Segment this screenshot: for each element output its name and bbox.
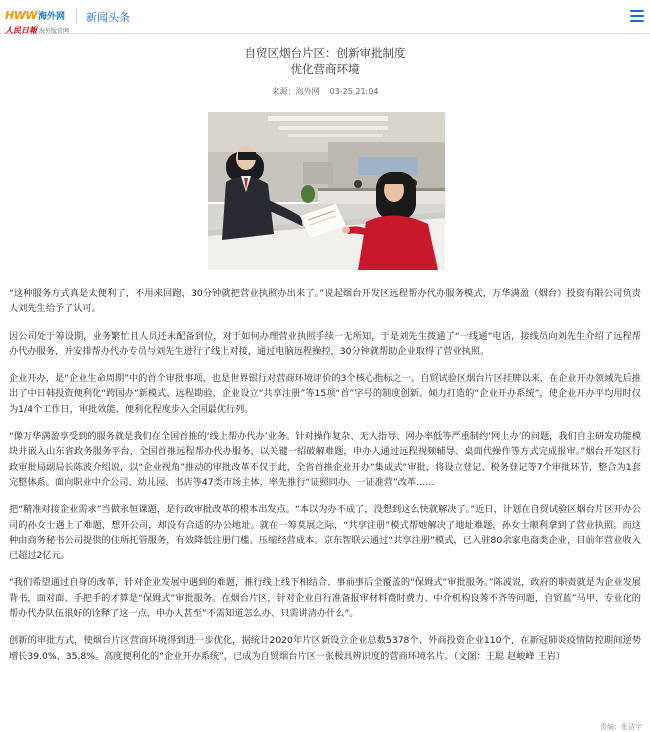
logo-rmrb-text: 人民日報 <box>5 25 37 35</box>
article-paragraph: 创新的审批方式，使烟台片区营商环境得到进一步优化，据统计2020年片区新设立企业总数5378个、外商投资企业110个，在新冠肺炎疫情防控期间逆势增长39.0%、35.8%。高度便利化的“企业开办系统”，已成为自贸烟台片区一张极具辨识度的营商环境名片。（文图：王聪 赵峻峰 王岩） <box>9 635 641 662</box>
menu-icon-bar <box>630 15 644 17</box>
article-title-line2: 优化营商环境 <box>290 62 360 76</box>
menu-icon-bar <box>630 20 644 22</box>
article-source: 来源：海外网 <box>271 87 320 96</box>
section-title[interactable]: 新闻头条 <box>86 11 130 24</box>
logo-cn-text: 海外网 <box>37 12 65 22</box>
menu-icon[interactable] <box>630 10 644 22</box>
article-paragraph: “像万华满盈享受到的服务就是我们在全国首推的‘线上帮办代办’业务。针对操作复杂、无人指导、网办率低等严重制约‘网上办’的问题，我们自主研发功能模块并嵌入山东省政务服务平台，全国首推远程帮办代办服务，以关键一招破解难题，申办人通过远程视频辅导、桌面代操作等方式完成报审。”烟台开发区行政审批局副局长陈波介绍说，以“企业视角”推动的审批改革不仅于此，全省首推企业开办“集成式”审批，将设立登记、税务登记等7个审批环节，整合为1套完整体系。面向职业中介公司、幼儿园、书店等47类市场主体，率先推行“证照同办、一证准营”改革…… <box>9 431 642 488</box>
article-body <box>9 286 641 676</box>
article-paragraph: 把“精准对接企业需求”当做永恒课题，是行政审批改革的根本出发点。“本以为办不成了，没想到这么快就解决了。”近日，计划在自贸试验区烟台片区开办公司的孙女士遇上了难题，想开公司，却没有合适的办公地址。就在一筹莫展之际，“共享注册”模式帮她解决了地址难题，孙女士顺利拿到了营业执照。而这种由商务秘书公司提供的住所托管服务，有效降低注册门槛、压缩经营成本。京东智联云通过“共享注册”模式，已入驻80余家电商类企业，目前年营业收入已超过2亿元。 <box>9 504 641 562</box>
article-meta <box>0 86 650 97</box>
menu-icon-bar <box>630 10 644 12</box>
site-logo[interactable] <box>5 4 75 35</box>
article-title-line1: 自贸区烟台片区：创新审批制度 <box>244 46 406 60</box>
article-paragraph: 因公司处于筹设期，业务繁忙且人员还未配备到位，对于如何办理营业执照手续一无所知，于是刘先生拨通了“一线通”电话，接线员向刘先生介绍了远程帮办代办服务，并安排帮办代办专员与刘先生进行了线上对接，通过电脑远程操控，30分钟就帮助企业取得了营业执照。 <box>9 330 641 357</box>
article-date: 03-25 21:04 <box>329 87 379 96</box>
article-paragraph: “这种服务方式真是太便利了，不用来回跑，30分钟就把营业执照办出来了。”说起烟台开发区远程帮办代办服务模式，万华满盈（烟台）投资有限公司负责人刘先生给予了认可。 <box>9 288 641 315</box>
logo-bottom-row <box>5 18 69 37</box>
logo-subtitle: 海外版官网 <box>39 28 70 35</box>
top-header <box>0 0 650 34</box>
article-paragraph: 企业开办，是“企业生命周期”中的首个审批事项，也是世界银行对营商环境评价的3个核心指标之一。自贸试验区烟台片区挂牌以来，在企业开办领域先后推出了中日韩投资便利化“跨国办”新模式、远程勘验、企业设立“共享注册”等15项“首”字号的制度创新。倾力打造的“企业开办系统”，使企业开办平均用时仅为1/4个工作日，审批效能、便利化程度步入全国最优行列。 <box>9 373 641 415</box>
article-paragraph: “我们希望通过自身的改革，针对企业发展中遇到的难题，推行线上线下相结合、事前事后全覆盖的“保姆式”审批服务。”陈波说，政府的职责就是为企业发展背书，面对面、手把手的才算是“保姆式”审批服务。在烟台片区，针对企业自行准备报审材料费时费力、中介机构良莠不齐等问题，自贸蓝”马甲、专业化的帮办代办队伍很好的诠释了这一点，申办人甚至“不需知道怎么办、只需讲清办什么”。 <box>9 577 641 620</box>
header-divider <box>76 9 77 23</box>
editor-credit: 责编：张洁宇 <box>600 723 642 731</box>
article-title <box>0 45 650 77</box>
logo-hww-text: HWW <box>5 9 37 22</box>
article-photo <box>208 112 445 270</box>
logo-top-row <box>5 4 65 22</box>
